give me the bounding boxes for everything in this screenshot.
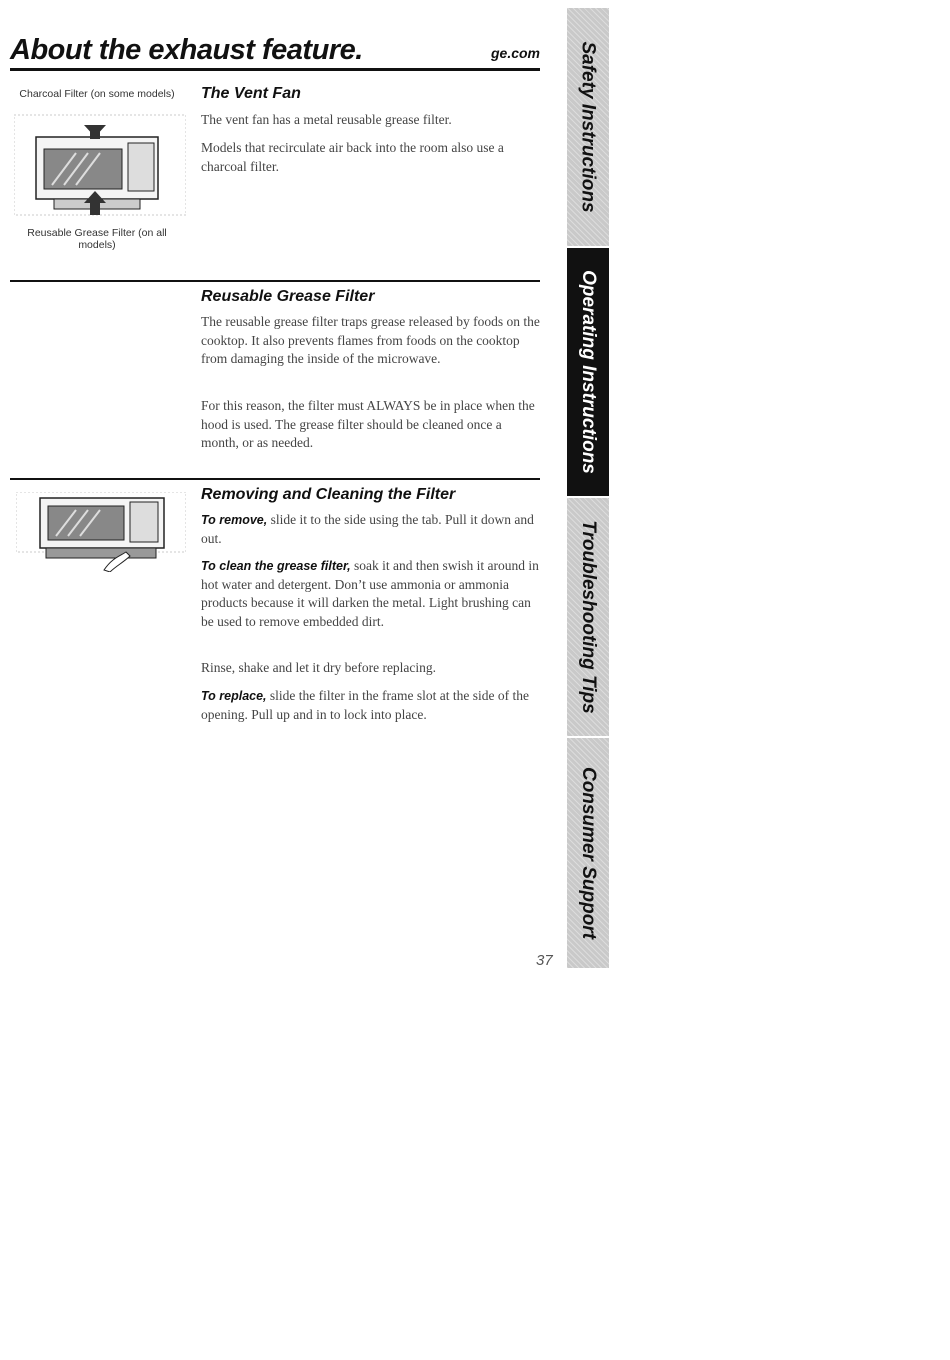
replace-text: slide the filter in the frame slot at the side of the opening. Pull up and in to lock into place. <box>201 688 529 722</box>
rinse-instructions: Rinse, shake and let it dry before replacing. <box>201 660 437 675</box>
tab-label: Safety Instructions <box>578 41 600 213</box>
grease-filter-caption: Reusable Grease Filter (on all models) <box>27 227 167 251</box>
tab-label: Operating Instructions <box>578 270 599 474</box>
tab-safety-instructions[interactable] <box>567 8 609 246</box>
tab-operating-instructions[interactable] <box>567 248 609 496</box>
tab-label: Troubleshooting Tips <box>578 520 599 714</box>
removing-heading: Removing and Cleaning the Filter <box>201 486 456 503</box>
section-rule-2 <box>10 478 540 480</box>
charcoal-filter-caption: Charcoal Filter (on some models) <box>19 88 175 100</box>
site-url: ge.com <box>490 45 540 61</box>
replace-lead: To replace, <box>201 689 267 703</box>
grease-filter-paragraph-1: The reusable grease filter traps grease released by foods on the cooktop. It also prevents flames from foods on the cooktop from damaging the inside of the microwave. <box>201 314 540 366</box>
page-title: About the exhaust feature. <box>10 34 363 66</box>
tab-consumer-support[interactable] <box>567 738 609 968</box>
filter-removal-illustration <box>16 492 186 572</box>
grease-filter-heading: Reusable Grease Filter <box>201 288 375 305</box>
clean-instructions <box>201 557 541 631</box>
microwave-filter-illustration <box>14 113 186 217</box>
remove-lead: To remove, <box>201 513 268 527</box>
clean-text: soak it and then swish it around in hot water and detergent. Don’t use ammonia or ammonia products because it will darken the metal. Light brushing can be used to remove embedded dirt. <box>201 558 539 629</box>
clean-lead: To clean the grease filter, <box>201 559 351 573</box>
vent-fan-paragraph-2: Models that recirculate air back into the room also use a charcoal filter. <box>201 140 504 174</box>
title-rule <box>10 68 540 71</box>
page-number: 37 <box>536 952 553 969</box>
grease-filter-paragraph-2: For this reason, the filter must ALWAYS be in place when the hood is used. The grease filter should be cleaned once a month, or as needed. <box>201 398 535 450</box>
tab-label: Consumer Support <box>578 766 599 940</box>
vent-fan-heading: The Vent Fan <box>201 85 301 102</box>
replace-instructions <box>201 687 541 724</box>
tab-troubleshooting-tips[interactable] <box>567 498 609 736</box>
remove-instructions <box>201 511 541 548</box>
remove-text: slide it to the side using the tab. Pull it down and out. <box>201 512 534 546</box>
vent-fan-paragraph-1: The vent fan has a metal reusable grease filter. <box>201 112 452 127</box>
section-rule-1 <box>10 280 540 282</box>
